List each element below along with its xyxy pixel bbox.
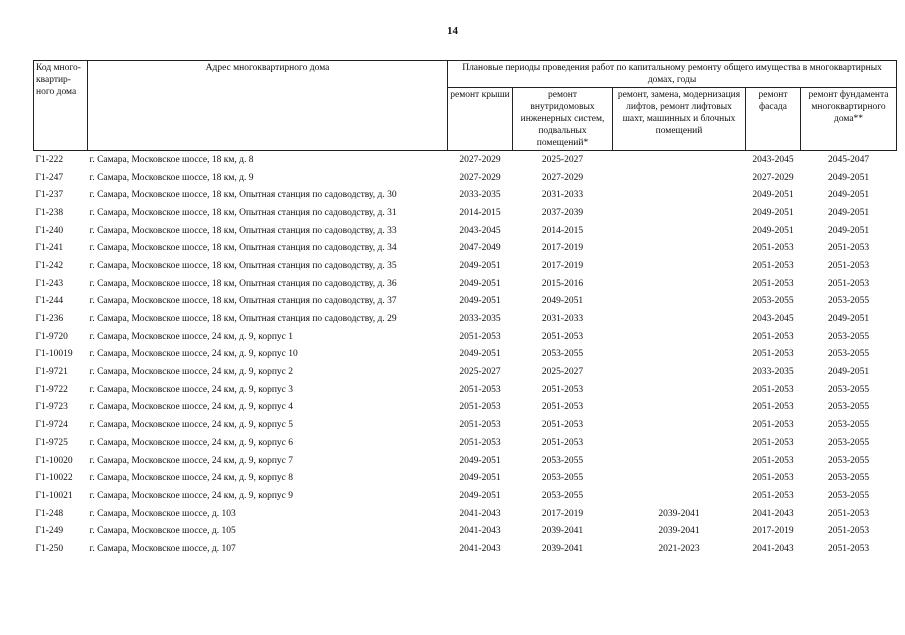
cell-facade: 2041-2043 [752,508,794,519]
cell-foundation: 2053-2055 [827,437,870,448]
cell-lifts [613,452,746,470]
cell-engineering: 2051-2053 [541,331,584,342]
table-row [34,452,897,470]
cell-code: Г1-9722 [35,384,68,395]
cell-address: г. Самара, Московское шоссе, 18 км, Опытная станция по садоводству, д. 30 [89,190,397,201]
cell-facade: 2051-2053 [752,402,794,413]
cell-foundation: 2051-2053 [827,278,870,289]
cell-lifts [613,169,746,187]
table-row [34,434,897,452]
cell-facade: 2051-2053 [752,278,794,289]
cell-code: Г1-9724 [35,420,68,431]
cell-facade: 2051-2053 [752,243,794,254]
table-row [34,416,897,434]
table-row [34,204,897,222]
capital-repair-table [33,60,897,558]
cell-engineering: 2051-2053 [541,402,584,413]
cell-foundation: 2053-2055 [827,349,870,360]
cell-foundation: 2049-2051 [827,172,870,183]
cell-code: Г1-238 [35,207,64,218]
cell-code: Г1-250 [35,543,64,554]
cell-foundation: 2051-2053 [827,260,870,271]
cell-foundation: 2051-2053 [827,543,870,554]
table-row [34,151,897,169]
cell-engineering: 2027-2029 [541,172,584,183]
header-lifts: ремонт, замена, модернизация лифтов, ремонт лифтовых шахт, машинных и блочных помещений [613,88,746,151]
header-address: Адрес многоквартирного дома [88,61,448,151]
cell-foundation: 2051-2053 [827,243,870,254]
cell-engineering: 2015-2016 [541,278,584,289]
cell-roof: 2049-2051 [459,490,501,501]
cell-engineering: 2051-2053 [541,420,584,431]
cell-foundation: 2053-2055 [827,384,870,395]
cell-address: г. Самара, Московское шоссе, 24 км, д. 9, корпус 2 [89,367,294,378]
cell-roof: 2051-2053 [459,331,501,342]
cell-lifts [613,434,746,452]
cell-roof: 2043-2045 [459,225,501,236]
cell-engineering: 2053-2055 [541,473,584,484]
cell-engineering: 2031-2033 [541,314,584,325]
cell-facade: 2017-2019 [752,526,794,537]
cell-engineering: 2017-2019 [541,508,584,519]
table-row [34,346,897,364]
cell-roof: 2041-2043 [459,526,501,537]
table-row [34,257,897,275]
cell-address: г. Самара, Московское шоссе, 24 км, д. 9, корпус 10 [89,349,298,360]
cell-facade: 2051-2053 [752,490,794,501]
cell-roof: 2033-2035 [459,190,501,201]
cell-code: Г1-10020 [35,455,73,466]
cell-facade: 2043-2045 [752,154,794,165]
cell-code: Г1-10019 [35,349,73,360]
cell-address: г. Самара, Московское шоссе, 24 км, д. 9, корпус 9 [89,490,294,501]
cell-address: г. Самара, Московское шоссе, 18 км, Опытная станция по садоводству, д. 37 [89,296,397,307]
cell-lifts [613,328,746,346]
table-row [34,310,897,328]
table-row [34,469,897,487]
cell-address: г. Самара, Московское шоссе, 24 км, д. 9, корпус 1 [89,331,294,342]
header-code: Код много-квартир-ного дома [34,61,88,151]
cell-code: Г1-237 [35,190,64,201]
cell-foundation: 2049-2051 [827,314,870,325]
cell-code: Г1-9723 [35,402,68,413]
table-row [34,239,897,257]
cell-address: г. Самара, Московское шоссе, 24 км, д. 9, корпус 6 [89,437,294,448]
table-row [34,487,897,505]
table-row [34,399,897,417]
cell-lifts [613,151,746,169]
cell-code: Г1-248 [35,508,64,519]
cell-foundation: 2053-2055 [827,490,870,501]
cell-foundation: 2053-2055 [827,420,870,431]
table-row [34,222,897,240]
cell-roof: 2041-2043 [459,543,501,554]
cell-roof: 2051-2053 [459,402,501,413]
cell-foundation: 2045-2047 [827,154,870,165]
cell-code: Г1-236 [35,314,64,325]
cell-address: г. Самара, Московское шоссе, 18 км, Опытная станция по садоводству, д. 31 [89,207,397,218]
cell-lifts: 2039-2041 [658,508,700,519]
cell-lifts [613,293,746,311]
cell-lifts [613,204,746,222]
cell-roof: 2049-2051 [459,349,501,360]
cell-facade: 2051-2053 [752,260,794,271]
cell-code: Г1-243 [35,278,64,289]
cell-lifts [613,186,746,204]
cell-facade: 2051-2053 [752,384,794,395]
cell-foundation: 2049-2051 [827,225,870,236]
table-row [34,275,897,293]
cell-roof: 2049-2051 [459,278,501,289]
cell-code: Г1-9721 [35,367,68,378]
cell-code: Г1-241 [35,243,64,254]
cell-foundation: 2049-2051 [827,190,870,201]
cell-engineering: 2037-2039 [541,207,584,218]
cell-foundation: 2051-2053 [827,508,870,519]
cell-address: г. Самара, Московское шоссе, 24 км, д. 9, корпус 7 [89,455,294,466]
cell-roof: 2051-2053 [459,384,501,395]
cell-facade: 2049-2051 [752,190,794,201]
cell-code: Г1-9725 [35,437,68,448]
cell-lifts [613,399,746,417]
header-facade: ремонт фасада [746,88,801,151]
page-number: 14 [447,25,458,37]
cell-facade: 2049-2051 [752,207,794,218]
table-row [34,540,897,558]
cell-lifts [613,275,746,293]
table-row [34,505,897,523]
cell-roof: 2049-2051 [459,260,501,271]
header-foundation: ремонт фундамента многоквартирного дома** [801,88,897,151]
cell-engineering: 2014-2015 [541,225,584,236]
cell-engineering: 2039-2041 [541,526,584,537]
cell-address: г. Самара, Московское шоссе, 24 км, д. 9, корпус 8 [89,473,294,484]
cell-engineering: 2025-2027 [541,154,584,165]
cell-facade: 2051-2053 [752,349,794,360]
cell-code: Г1-222 [35,154,64,165]
cell-roof: 2051-2053 [459,420,501,431]
cell-engineering: 2031-2033 [541,190,584,201]
cell-engineering: 2051-2053 [541,384,584,395]
cell-engineering: 2025-2027 [541,367,584,378]
cell-facade: 2049-2051 [752,225,794,236]
cell-code: Г1-10021 [35,490,73,501]
cell-code: Г1-249 [35,526,64,537]
cell-roof: 2049-2051 [459,455,501,466]
cell-lifts [613,222,746,240]
cell-address: г. Самара, Московское шоссе, 18 км, д. 8 [89,154,254,165]
cell-facade: 2051-2053 [752,420,794,431]
cell-facade: 2053-2055 [752,296,794,307]
cell-engineering: 2051-2053 [541,437,584,448]
cell-foundation: 2053-2055 [827,473,870,484]
cell-lifts: 2039-2041 [658,526,700,537]
cell-address: г. Самара, Московское шоссе, 18 км, Опытная станция по садоводству, д. 29 [89,314,397,325]
cell-roof: 2025-2027 [459,367,501,378]
cell-code: Г1-244 [35,296,64,307]
cell-address: г. Самара, Московское шоссе, 18 км, Опытная станция по садоводству, д. 35 [89,260,397,271]
table-row [34,186,897,204]
cell-facade: 2041-2043 [752,543,794,554]
cell-lifts [613,310,746,328]
cell-lifts [613,239,746,257]
cell-lifts [613,469,746,487]
table-row [34,522,897,540]
cell-facade: 2051-2053 [752,437,794,448]
cell-roof: 2049-2051 [459,296,501,307]
cell-roof: 2041-2043 [459,508,501,519]
cell-facade: 2033-2035 [752,367,794,378]
cell-engineering: 2053-2055 [541,455,584,466]
cell-lifts [613,487,746,505]
cell-engineering: 2053-2055 [541,349,584,360]
cell-engineering: 2017-2019 [541,260,584,271]
cell-foundation: 2053-2055 [827,296,870,307]
cell-engineering: 2049-2051 [541,296,584,307]
cell-lifts [613,257,746,275]
cell-roof: 2027-2029 [459,172,501,183]
cell-foundation: 2049-2051 [827,207,870,218]
cell-foundation: 2051-2053 [827,526,870,537]
cell-code: Г1-242 [35,260,64,271]
cell-facade: 2051-2053 [752,473,794,484]
cell-foundation: 2053-2055 [827,331,870,342]
cell-lifts [613,381,746,399]
header-periods: Плановые периоды проведения работ по капитальному ремонту общего имущества в многоквартирных домах, годы [448,61,897,88]
cell-address: г. Самара, Московское шоссе, д. 107 [89,543,236,554]
cell-facade: 2051-2053 [752,455,794,466]
cell-lifts [613,416,746,434]
table-row [34,169,897,187]
cell-lifts [613,346,746,364]
cell-foundation: 2053-2055 [827,402,870,413]
header-roof: ремонт крыши [448,88,513,151]
cell-roof: 2047-2049 [459,243,501,254]
cell-address: г. Самара, Московское шоссе, 24 км, д. 9, корпус 3 [89,384,294,395]
cell-code: Г1-9720 [35,331,68,342]
cell-address: г. Самара, Московское шоссе, 18 км, д. 9 [89,172,254,183]
cell-foundation: 2053-2055 [827,455,870,466]
cell-address: г. Самара, Московское шоссе, 18 км, Опытная станция по садоводству, д. 33 [89,225,397,236]
table-row [34,328,897,346]
cell-lifts [613,363,746,381]
cell-roof: 2049-2051 [459,473,501,484]
cell-foundation: 2049-2051 [827,367,870,378]
header-row-1 [34,61,897,88]
cell-engineering: 2039-2041 [541,543,584,554]
cell-code: Г1-240 [35,225,64,236]
cell-roof: 2027-2029 [459,154,501,165]
cell-address: г. Самара, Московское шоссе, 18 км, Опытная станция по садоводству, д. 34 [89,243,397,254]
cell-lifts: 2021-2023 [658,543,700,554]
cell-address: г. Самара, Московское шоссе, 24 км, д. 9, корпус 5 [89,420,294,431]
cell-engineering: 2017-2019 [541,243,584,254]
table-body [34,151,897,558]
cell-code: Г1-247 [35,172,64,183]
cell-address: г. Самара, Московское шоссе, д. 103 [89,508,236,519]
cell-facade: 2051-2053 [752,331,794,342]
cell-address: г. Самара, Московское шоссе, 24 км, д. 9, корпус 4 [89,402,294,413]
table-row [34,293,897,311]
cell-roof: 2014-2015 [459,207,501,218]
cell-engineering: 2053-2055 [541,490,584,501]
table-row [34,381,897,399]
cell-address: г. Самара, Московское шоссе, д. 105 [89,526,236,537]
cell-roof: 2033-2035 [459,314,501,325]
cell-facade: 2043-2045 [752,314,794,325]
cell-address: г. Самара, Московское шоссе, 18 км, Опытная станция по садоводству, д. 36 [89,278,397,289]
cell-facade: 2027-2029 [752,172,794,183]
table-row [34,363,897,381]
cell-roof: 2051-2053 [459,437,501,448]
cell-code: Г1-10022 [35,473,73,484]
header-engineering: ремонт внутридомовых инженерных систем, подвальных помещений* [513,88,613,151]
